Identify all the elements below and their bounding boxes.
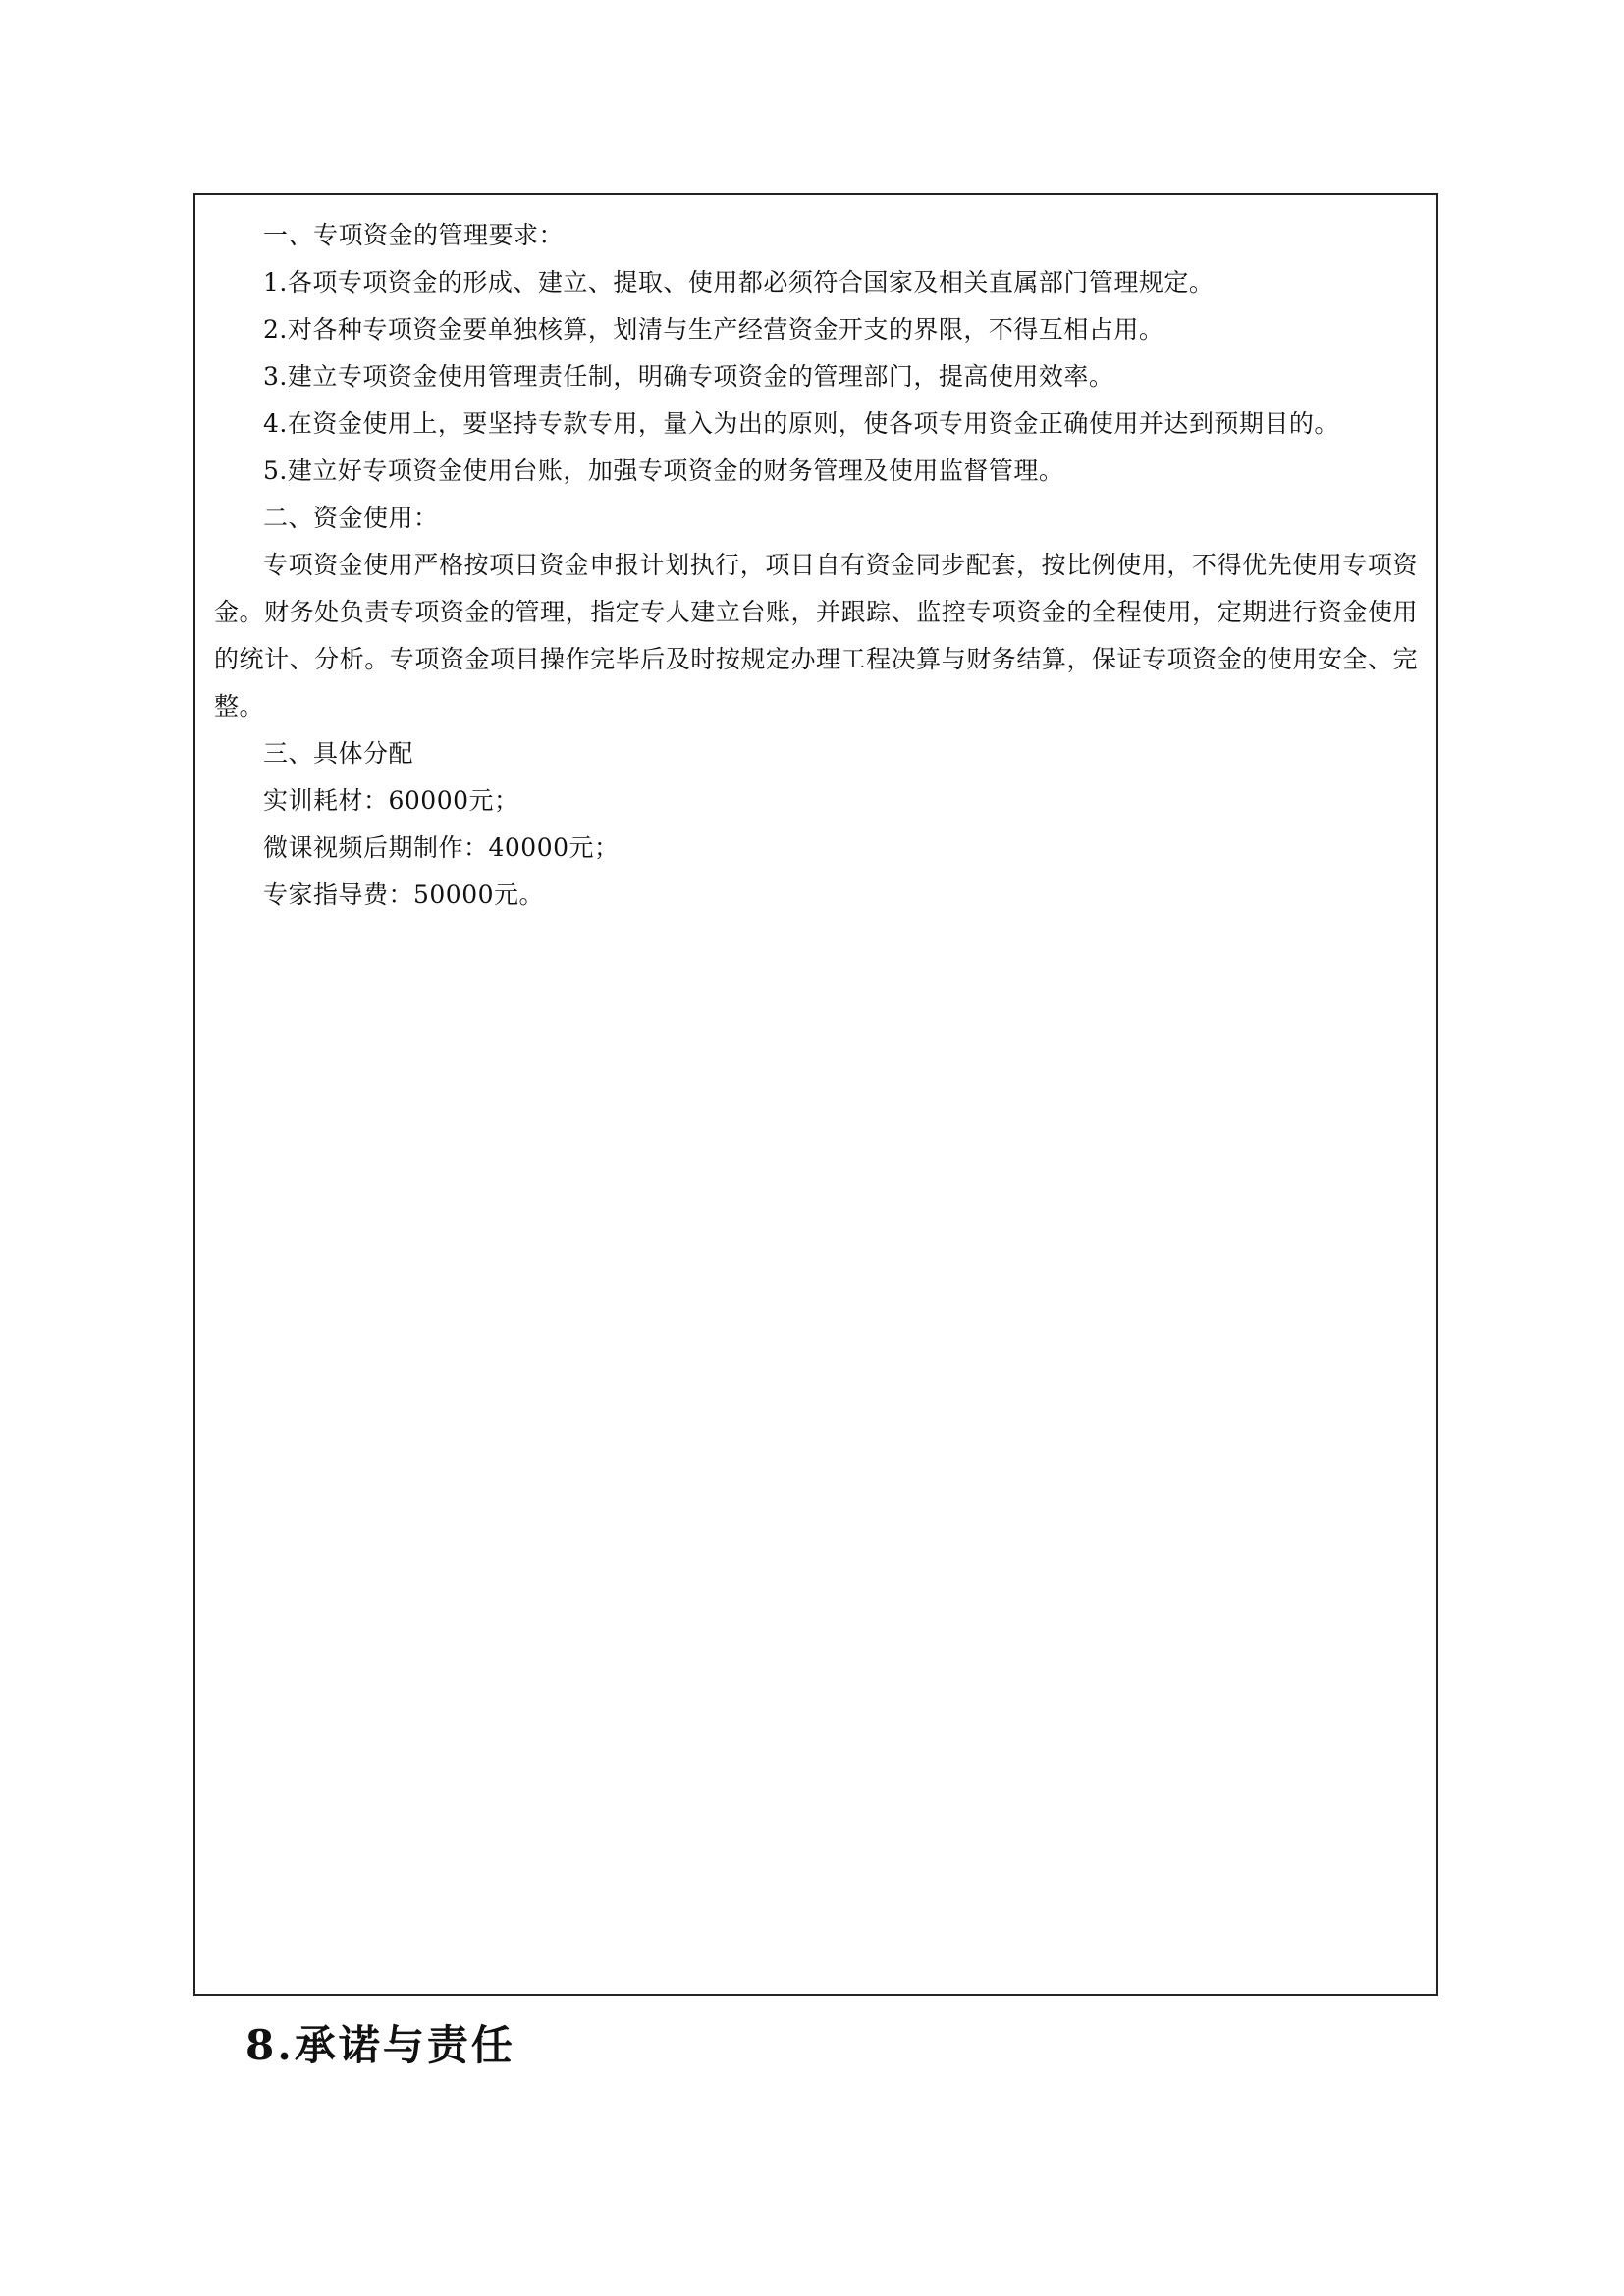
heading-fund-usage: 二、资金使用： — [263, 504, 439, 532]
requirement-item-3: 3.建立专项资金使用管理责任制，明确专项资金的管理部门，提高使用效率。 — [263, 362, 1114, 391]
allocation-training-materials: 实训耗材：60000元； — [263, 786, 519, 815]
allocation-video-production: 微课视频后期制作：40000元； — [263, 833, 620, 862]
requirement-item-2: 2.对各种专项资金要单独核算，划清与生产经营资金开支的界限，不得互相占用。 — [263, 315, 1164, 344]
allocation-expert-fee: 专家指导费：50000元。 — [263, 881, 545, 909]
heading-allocation: 三、具体分配 — [263, 739, 414, 768]
fund-usage-paragraph: 专项资金使用严格按项目资金申报计划执行，项目自有资金同步配套，按比例使用，不得优先使用专项资金。财务处负责专项资金的管理，指定专人建立台账，并跟踪、监控专项资金的全程使用，定期进行资金使用的统计、分析。专项资金项目操作完毕后及时按规定办理工程决算与财务结算，保证专项资金的使用安全、完整。 — [214, 551, 1418, 721]
requirement-item-5: 5.建立好专项资金使用台账，加强专项资金的财务管理及使用监督管理。 — [263, 456, 1064, 485]
section-heading-commitment: 8.承诺与责任 — [245, 2021, 515, 2069]
requirement-item-1: 1.各项专项资金的形成、建立、提取、使用都必须符合国家及相关直属部门管理规定。 — [263, 268, 1215, 296]
funding-management-box — [193, 193, 1438, 1996]
requirement-item-4: 4.在资金使用上，要坚持专款专用，量入为出的原则，使各项专用资金正确使用并达到预期目的。 — [263, 409, 1339, 438]
heading-management-requirements: 一、专项资金的管理要求： — [263, 221, 565, 249]
